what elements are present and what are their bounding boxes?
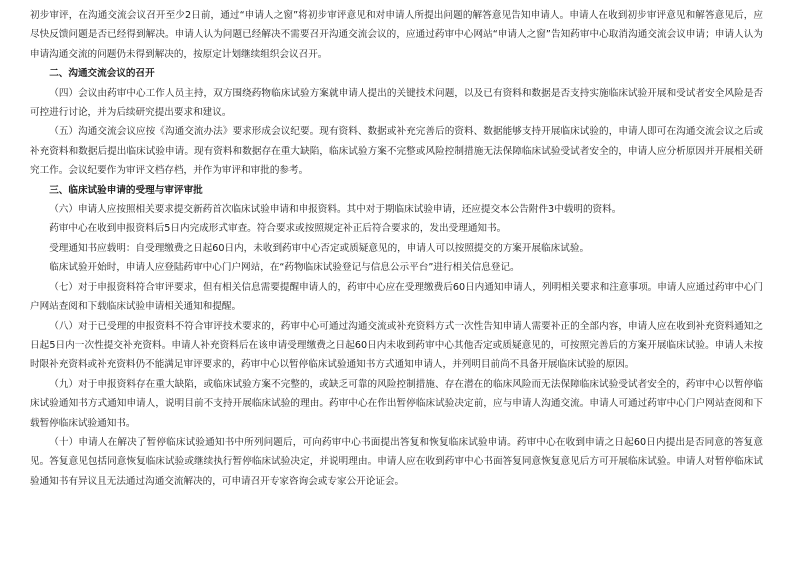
section-heading-meeting: 二、沟通交流会议的召开: [49, 68, 155, 80]
paragraph-acceptance-notice: 受理通知书应载明：自受理缴费之日起60日内，未收到药审中心否定或质疑意见的，申请人可以按照提交的方案开展临床试验。: [49, 242, 590, 254]
paragraph-continued: 初步审评，在沟通交流会议召开至少2日前，通过“申请人之窗”将初步审评意见和对申请人所提出问题的解答意见告知申请人。申请人在收到初步审评意见和解答意见后，应尽快反馈问题是否已经得到解决。申请人认为问题已经解决不需要召开沟通交流会议的，应通过药审中心网站“申请人之窗”告知药审中心取消沟通交流会议申请；申请人认为申请沟通交流的问题仍未得到解决的，按原定计划继续组织会议召开。: [30, 10, 763, 60]
paragraph-item-7: （七）对于申报资料符合审评要求，但有相关信息需要提醒申请人的，药审中心应在受理缴费后60日内通知申请人，列明相关要求和注意事项。申请人应通过药审中心门户网站查阅和下载临床试验申请相关通知和提醒。: [30, 281, 763, 313]
paragraph-formal-review: 药审中心在收到申报资料后5日内完成形式审查。符合要求或按照规定补正后符合要求的，发出受理通知书。: [49, 223, 507, 235]
paragraph-item-8: （八）对于已受理的申报资料不符合审评技术要求的，药审中心可通过沟通交流或补充资料方式一次性告知申请人需要补正的全部内容，申请人应在收到补充资料通知之日起5日内一次性提交补充资料。申请人补充资料后在该申请受理缴费之日起60日内未收到药审中心其他否定或质疑意见的，可按照完善后的方案开展临床试验。申请人未按时限补充资料或补充资料仍不能满足审评要求的，药审中心以暂停临床试验通知书方式通知申请人，并列明目前尚不具备开展临床试验的原因。: [30, 320, 763, 371]
paragraph-item-6: （六）申请人应按照相关要求提交新药首次临床试验申请和申报资料。其中对于期临床试验申请，还应提交本公告附件3中载明的资料。: [49, 204, 622, 216]
paragraph-item-9: （九）对于申报资料存在重大缺陷，或临床试验方案不完整的，或缺乏可靠的风险控制措施、存在潜在的临床风险而无法保障临床试验受试者安全的，药审中心以暂停临床试验通知书方式通知申请人，说明目前不支持开展临床试验的理由。药审中心在作出暂停临床试验决定前，应与申请人沟通交流。申请人可通过药审中心门户网站查阅和下载暂停临床试验通知书。: [30, 378, 763, 429]
section-heading-acceptance: 三、临床试验申请的受理与审评审批: [49, 184, 203, 196]
paragraph-item-4: （四）会议由药审中心工作人员主持，双方围绕药物临床试验方案就申请人提出的关键技术问题，以及已有资料和数据是否支持实施临床试验开展和受试者安全风险是否可控进行讨论，并为后续研究提出要求和建议。: [30, 87, 763, 119]
paragraph-item-5: （五）沟通交流会议应按《沟通交流办法》要求形成会议纪要。现有资料、数据或补充完善后的资料、数据能够支持开展临床试验的，申请人即可在沟通交流会议之后或补充资料和数据后提出临床试验申请。现有资料和数据存在重大缺陷，临床试验方案不完整或风险控制措施无法保障临床试验受试者安全的，申请人应分析原因并开展相关研究工作。会议纪要作为审评文档存档，并作为审评和审批的参考。: [30, 126, 763, 177]
paragraph-registration: 临床试验开始时，申请人应登陆药审中心门户网站，在“药物临床试验登记与信息公示平台”进行相关信息登记。: [49, 262, 520, 274]
paragraph-item-10: （十）申请人在解决了暂停临床试验通知书中所列问题后，可向药审中心书面提出答复和恢复临床试验申请。药审中心在收到申请之日起60日内提出是否同意的答复意见。答复意见包括同意恢复临床试验或继续执行暂停临床试验决定，并说明理由。申请人应在收到药审中心书面答复同意恢复意见后方可开展临床试验。申请人对暂停临床试验通知书有异议且无法通过沟通交流解决的，可申请召开专家咨询会或专家公开论证会。: [30, 436, 763, 487]
